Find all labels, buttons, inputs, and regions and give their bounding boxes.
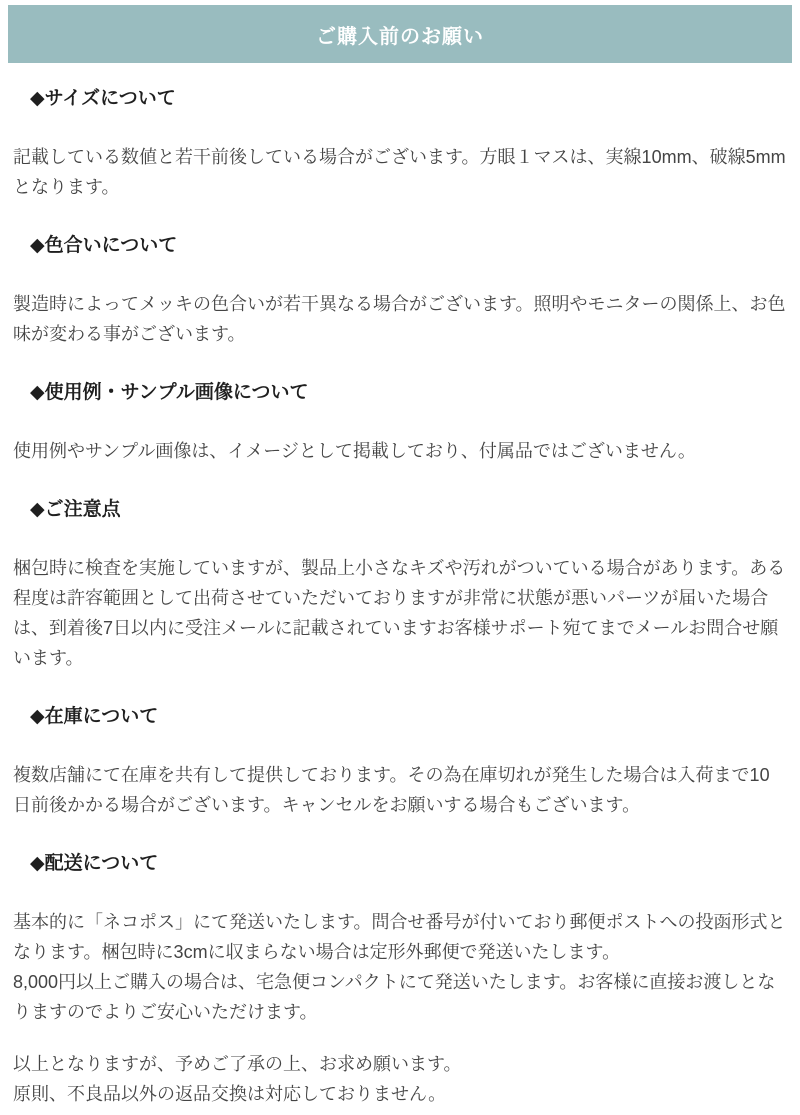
section-sample-images-heading: ◆使用例・サンプル画像について: [30, 382, 309, 403]
section-stock-paragraph: 複数店舗にて在庫を共有して提供しております。その為在庫切れが発生した場合は入荷まで10日前後かかる場合がございます。キャンセルをお願いする場合もございます。: [13, 765, 770, 815]
section-stock-heading: ◆在庫について: [30, 706, 159, 727]
section-color-heading: ◆色合いについて: [30, 235, 178, 256]
notice-content: [0, 89, 800, 1115]
section-color: [13, 236, 787, 349]
section-shipping-paragraph-1: 基本的に「ネコポス」にて発送いたします。問合せ番号が付いており郵便ポストへの投函形式となります。梱包時に3cmに収まらない場合は定形外郵便で発送いたします。: [13, 912, 786, 962]
section-size-paragraph: 記載している数値と若干前後している場合がございます。方眼１マスは、実線10mm、破線5mmとなります。: [13, 147, 786, 197]
section-size-heading: ◆サイズについて: [30, 88, 176, 109]
closing-line-2: 原則、不良品以外の返品交換は対応しておりません。: [13, 1084, 447, 1104]
page-title: ご購入前のお願い: [316, 25, 484, 48]
section-color-paragraph: 製造時によってメッキの色合いが若干異なる場合がございます。照明やモニターの関係上、お色味が変わる事がございます。: [13, 294, 786, 344]
section-cautions: [13, 500, 787, 673]
closing-line-1: 以上となりますが、予めご了承の上、お求め願います。: [13, 1054, 462, 1074]
closing-note: [13, 1049, 787, 1109]
section-size: [13, 89, 787, 202]
section-stock: [13, 707, 787, 820]
section-sample-images-paragraph: 使用例やサンプル画像は、イメージとして掲載しており、付属品ではございません。: [13, 441, 696, 461]
section-cautions-paragraph: 梱包時に検査を実施していますが、製品上小さなキズや汚れがついている場合があります。ある程度は許容範囲として出荷させていただいておりますが非常に状態が悪いパーツが届いた場合は、到着後7日以内に受注メールに記載されていますお客様サポート宛てまでメールお問合せ願います。: [13, 558, 786, 668]
section-shipping-heading: ◆配送について: [30, 853, 159, 874]
section-shipping: [13, 854, 787, 1027]
section-sample-images: [13, 383, 787, 466]
section-shipping-paragraph-2: 8,000円以上ご購入の場合は、宅急便コンパクトにて発送いたします。お客様に直接お渡しとなりますのでよりご安心いただけます。: [13, 972, 776, 1022]
section-cautions-heading: ◆ご注意点: [30, 499, 121, 520]
page-header-bar: [8, 5, 792, 63]
